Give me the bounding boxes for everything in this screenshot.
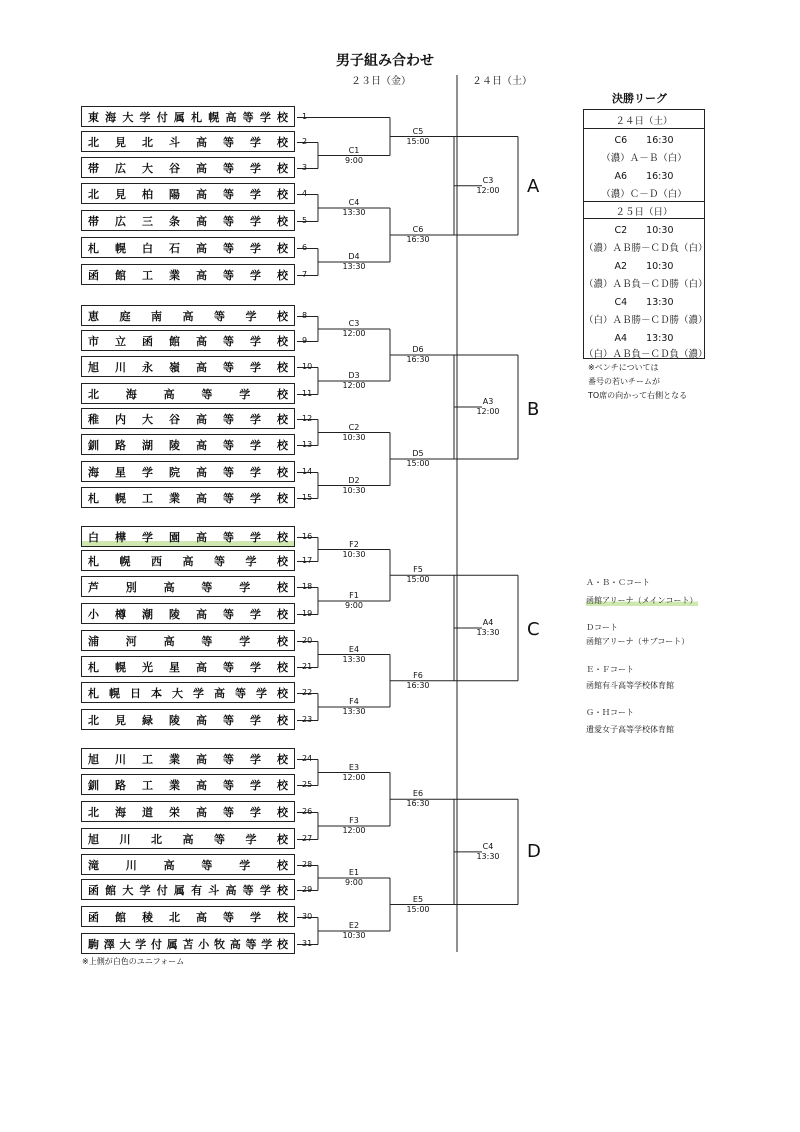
team-name: 札幌西高等学校 xyxy=(88,554,288,568)
match-court: F2 xyxy=(349,539,359,549)
seed-number: 7 xyxy=(302,269,308,279)
match-court: E5 xyxy=(412,894,424,904)
seed-number: 28 xyxy=(302,859,313,869)
team-name-box xyxy=(81,603,295,624)
team-name-box xyxy=(81,879,295,900)
seed-number: 11 xyxy=(302,388,313,398)
group-label-b: B xyxy=(527,399,540,420)
team-name: 札幌工業高等学校 xyxy=(88,491,288,505)
team-name: 釧路工業高等学校 xyxy=(88,778,288,792)
match-time: 15:00 xyxy=(406,575,430,585)
team-name-box xyxy=(81,383,295,404)
final-row: A6 16:30 xyxy=(614,171,674,182)
match-court: C1 xyxy=(348,145,360,155)
match-court: E2 xyxy=(348,921,360,930)
team-name-box xyxy=(81,854,295,875)
seed-number: 10 xyxy=(302,361,313,371)
match-time: 13:30 xyxy=(342,208,366,217)
seed-number: 14 xyxy=(302,466,313,476)
footnote: ※上側が白色のユニフォーム xyxy=(82,957,185,966)
match-court: F3 xyxy=(349,816,359,825)
match-label xyxy=(329,868,379,888)
match-label xyxy=(393,225,443,245)
team-name: 小樽潮陵高等学校 xyxy=(88,607,288,621)
team-name-box xyxy=(81,550,295,571)
match-time: 16:30 xyxy=(406,799,430,809)
match-court: A4 xyxy=(482,618,494,627)
seed-number: 20 xyxy=(302,635,313,645)
team-name: 稚内大谷高等学校 xyxy=(88,412,288,426)
final-row: （白）ＡＢ勝－ＣＤ勝（濃） xyxy=(584,315,708,326)
final-row: C2 10:30 xyxy=(614,225,674,236)
team-name-box xyxy=(81,630,295,651)
match-court: E1 xyxy=(348,868,360,877)
group-label-a: A xyxy=(527,176,540,197)
final-row: （濃）ＡＢ勝－ＣＤ負（白） xyxy=(584,243,708,254)
match-time: 13:30 xyxy=(476,628,500,637)
match-time: 13:30 xyxy=(342,262,366,271)
group-label-d: D xyxy=(527,841,541,862)
team-name: 北海高等学校 xyxy=(88,387,288,401)
match-label xyxy=(329,591,379,611)
final-row: C6 16:30 xyxy=(614,135,674,146)
match-court: C4 xyxy=(348,198,360,207)
team-name: 滝川高等学校 xyxy=(88,858,288,872)
seed-number: 19 xyxy=(302,608,313,618)
final-row: A2 10:30 xyxy=(614,261,674,272)
match-time: 10:30 xyxy=(342,549,366,559)
seed-number: 5 xyxy=(302,215,308,225)
team-name: 市立函館高等学校 xyxy=(88,334,288,348)
match-time: 10:30 xyxy=(342,931,366,940)
team-name-box xyxy=(81,210,295,231)
match-label xyxy=(329,423,379,443)
team-name: 帯広三条高等学校 xyxy=(88,214,288,228)
team-name: 芦別高等学校 xyxy=(88,580,288,594)
final-row: ２４日（土） xyxy=(615,116,673,127)
team-name: 帯広大谷高等学校 xyxy=(88,161,288,175)
group-label-c: C xyxy=(527,619,540,640)
match-court: C2 xyxy=(348,422,360,432)
match-time: 9:00 xyxy=(345,878,363,887)
match-label xyxy=(329,763,379,783)
team-name: 旭川永嶺高等学校 xyxy=(88,360,288,374)
match-court: F5 xyxy=(413,565,423,575)
match-time: 15:00 xyxy=(406,459,430,468)
match-time: 15:00 xyxy=(406,904,430,914)
team-name-box xyxy=(81,106,295,127)
match-time: 9:00 xyxy=(345,155,363,165)
match-court: F1 xyxy=(349,591,359,600)
seed-number: 24 xyxy=(302,753,313,763)
court-name: Ｇ・Ｈコート xyxy=(586,708,634,717)
day2-label: ２４日（土） xyxy=(472,76,532,87)
team-name-box xyxy=(81,461,295,482)
seed-number: 4 xyxy=(302,188,308,198)
team-name-box xyxy=(81,656,295,677)
team-name-box xyxy=(81,906,295,927)
match-court: C4 xyxy=(482,841,494,851)
team-name: 旭川工業高等学校 xyxy=(88,752,288,766)
match-time: 13:30 xyxy=(342,654,366,664)
match-label xyxy=(463,397,513,417)
final-league-box xyxy=(583,109,708,360)
team-name: 白樺学園高等学校 xyxy=(88,530,288,544)
team-name: 海星学院高等学校 xyxy=(88,465,288,479)
court-venue: 函館有斗高等学校体育館 xyxy=(586,681,674,690)
match-court: E6 xyxy=(412,789,424,799)
match-time: 16:30 xyxy=(406,680,430,690)
match-label xyxy=(329,319,379,339)
page-title: 男子組み合わせ xyxy=(336,53,434,69)
match-court: D4 xyxy=(348,252,360,261)
match-time: 12:00 xyxy=(476,185,500,195)
team-name: 釧路湖陵高等学校 xyxy=(88,438,288,452)
match-label xyxy=(329,476,379,496)
seed-number: 17 xyxy=(302,555,313,565)
match-court: D2 xyxy=(348,475,360,485)
final-divider xyxy=(584,128,704,129)
match-time: 12:00 xyxy=(476,407,500,416)
bench-note-line: TO席の向かって右側となる xyxy=(588,391,688,400)
team-name: 駒澤大学付属苫小牧高等学校 xyxy=(88,937,288,951)
team-name-box xyxy=(81,933,295,954)
seed-number: 12 xyxy=(302,413,313,423)
match-label xyxy=(393,789,443,809)
seed-number: 9 xyxy=(302,335,308,345)
match-court: F6 xyxy=(413,670,423,680)
team-name-box xyxy=(81,131,295,152)
match-court: F4 xyxy=(349,697,359,706)
match-label xyxy=(393,565,443,585)
match-court: C3 xyxy=(482,175,494,185)
seed-number: 29 xyxy=(302,884,313,894)
match-label xyxy=(329,146,379,166)
match-time: 12:00 xyxy=(342,329,366,338)
match-court: E3 xyxy=(348,762,360,772)
bench-note-line: ※ベンチについては xyxy=(588,363,659,372)
match-label xyxy=(463,618,513,638)
seed-number: 2 xyxy=(302,136,308,146)
team-name-box xyxy=(81,774,295,795)
final-row: （濃）Ａ－Ｂ（白） xyxy=(601,153,687,164)
seed-number: 6 xyxy=(302,242,308,252)
team-name: 北見北斗高等学校 xyxy=(88,135,288,149)
match-label xyxy=(463,176,513,196)
court-name: Ｅ・Ｆコート xyxy=(586,665,634,674)
match-time: 10:30 xyxy=(342,485,366,495)
match-court: C5 xyxy=(412,126,424,136)
team-name-box xyxy=(81,801,295,822)
team-name: 札幌光星高等学校 xyxy=(88,660,288,674)
seed-number: 26 xyxy=(302,806,313,816)
final-league-title: 決勝リーグ xyxy=(612,92,667,105)
team-name-box xyxy=(81,408,295,429)
team-name-box xyxy=(81,264,295,285)
bench-note-line: 番号の若いチームが xyxy=(588,377,660,386)
match-label xyxy=(329,816,379,836)
final-row: （白）ＡＢ負－ＣＤ負（濃） xyxy=(584,349,708,360)
team-name-box xyxy=(81,748,295,769)
match-time: 12:00 xyxy=(342,381,366,390)
match-time: 9:00 xyxy=(345,601,363,610)
match-label xyxy=(329,697,379,717)
seed-number: 16 xyxy=(302,531,313,541)
team-name: 札幌白石高等学校 xyxy=(88,241,288,255)
team-name: 北見緑陵高等学校 xyxy=(88,713,288,727)
seed-number: 31 xyxy=(302,938,313,948)
match-court: D5 xyxy=(412,449,424,458)
match-label xyxy=(393,345,443,365)
match-time: 16:30 xyxy=(406,235,430,244)
match-time: 10:30 xyxy=(342,432,366,442)
team-name: 北見柏陽高等学校 xyxy=(88,187,288,201)
match-time: 12:00 xyxy=(342,826,366,835)
team-name: 旭川北高等学校 xyxy=(88,832,288,846)
match-label xyxy=(393,895,443,915)
team-name-box xyxy=(81,828,295,849)
match-label xyxy=(329,921,379,941)
court-venue: 函館アリーナ（メインコート） xyxy=(586,596,698,605)
match-label xyxy=(463,842,513,862)
team-name-box xyxy=(81,356,295,377)
seed-number: 23 xyxy=(302,714,313,724)
team-name: 恵庭南高等学校 xyxy=(88,309,288,323)
team-name: 北海道栄高等学校 xyxy=(88,805,288,819)
team-name-box xyxy=(81,576,295,597)
team-name: 札幌日本大学高等学校 xyxy=(88,686,288,700)
match-court: C6 xyxy=(412,225,424,234)
seed-number: 1 xyxy=(302,111,308,121)
final-divider xyxy=(584,218,704,219)
team-name-box xyxy=(81,157,295,178)
court-venue: 函館アリーナ（サブコート） xyxy=(586,637,690,646)
day1-label: ２３日（金） xyxy=(351,76,411,87)
team-name: 函館工業高等学校 xyxy=(88,268,288,282)
team-name-box xyxy=(81,709,295,730)
team-name-box xyxy=(81,237,295,258)
team-name-box xyxy=(81,682,295,703)
seed-number: 13 xyxy=(302,439,313,449)
team-name: 東海大学付属札幌高等学校 xyxy=(88,110,288,124)
seed-number: 18 xyxy=(302,581,313,591)
final-row: ２５日（日） xyxy=(615,207,673,218)
match-court: D6 xyxy=(412,345,424,354)
match-label xyxy=(329,198,379,218)
final-row: C4 13:30 xyxy=(614,297,674,308)
match-time: 13:30 xyxy=(342,707,366,716)
match-label xyxy=(329,645,379,665)
seed-number: 8 xyxy=(302,310,308,320)
seed-number: 22 xyxy=(302,687,313,697)
match-time: 16:30 xyxy=(406,355,430,364)
final-row: （濃）Ｃ－Ｄ（白） xyxy=(601,189,687,200)
seed-number: 30 xyxy=(302,911,313,921)
team-name-box xyxy=(81,183,295,204)
seed-number: 27 xyxy=(302,833,313,843)
match-court: A3 xyxy=(482,397,494,406)
match-time: 12:00 xyxy=(342,772,366,782)
seed-number: 15 xyxy=(302,492,313,502)
seed-number: 25 xyxy=(302,779,313,789)
court-name: Ｄコート xyxy=(586,623,618,632)
final-row: （濃）ＡＢ負－ＣＤ勝（白） xyxy=(584,279,708,290)
seed-number: 3 xyxy=(302,162,308,172)
team-name-box xyxy=(81,487,295,508)
match-court: C3 xyxy=(348,319,360,328)
match-label xyxy=(393,449,443,469)
seed-number: 21 xyxy=(302,661,313,671)
court-name: Ａ・Ｂ・Ｃコート xyxy=(586,578,650,587)
team-name: 函館稜北高等学校 xyxy=(88,910,288,924)
team-name: 浦河高等学校 xyxy=(88,634,288,648)
match-label xyxy=(393,671,443,691)
final-row: A4 13:30 xyxy=(614,333,674,344)
court-venue: 遺愛女子高等学校体育館 xyxy=(586,725,674,734)
match-label xyxy=(393,127,443,147)
match-time: 15:00 xyxy=(406,136,430,146)
team-name-box xyxy=(81,305,295,326)
team-name: 函館大学付属有斗高等学校 xyxy=(88,883,288,897)
match-court: E4 xyxy=(348,644,360,654)
match-court: D3 xyxy=(348,371,360,380)
team-name-box xyxy=(81,330,295,351)
match-label xyxy=(329,540,379,560)
team-name-box xyxy=(81,434,295,455)
match-label xyxy=(329,371,379,391)
team-name-box xyxy=(81,526,295,547)
match-label xyxy=(329,252,379,272)
final-divider xyxy=(584,201,704,202)
match-time: 13:30 xyxy=(476,851,500,861)
